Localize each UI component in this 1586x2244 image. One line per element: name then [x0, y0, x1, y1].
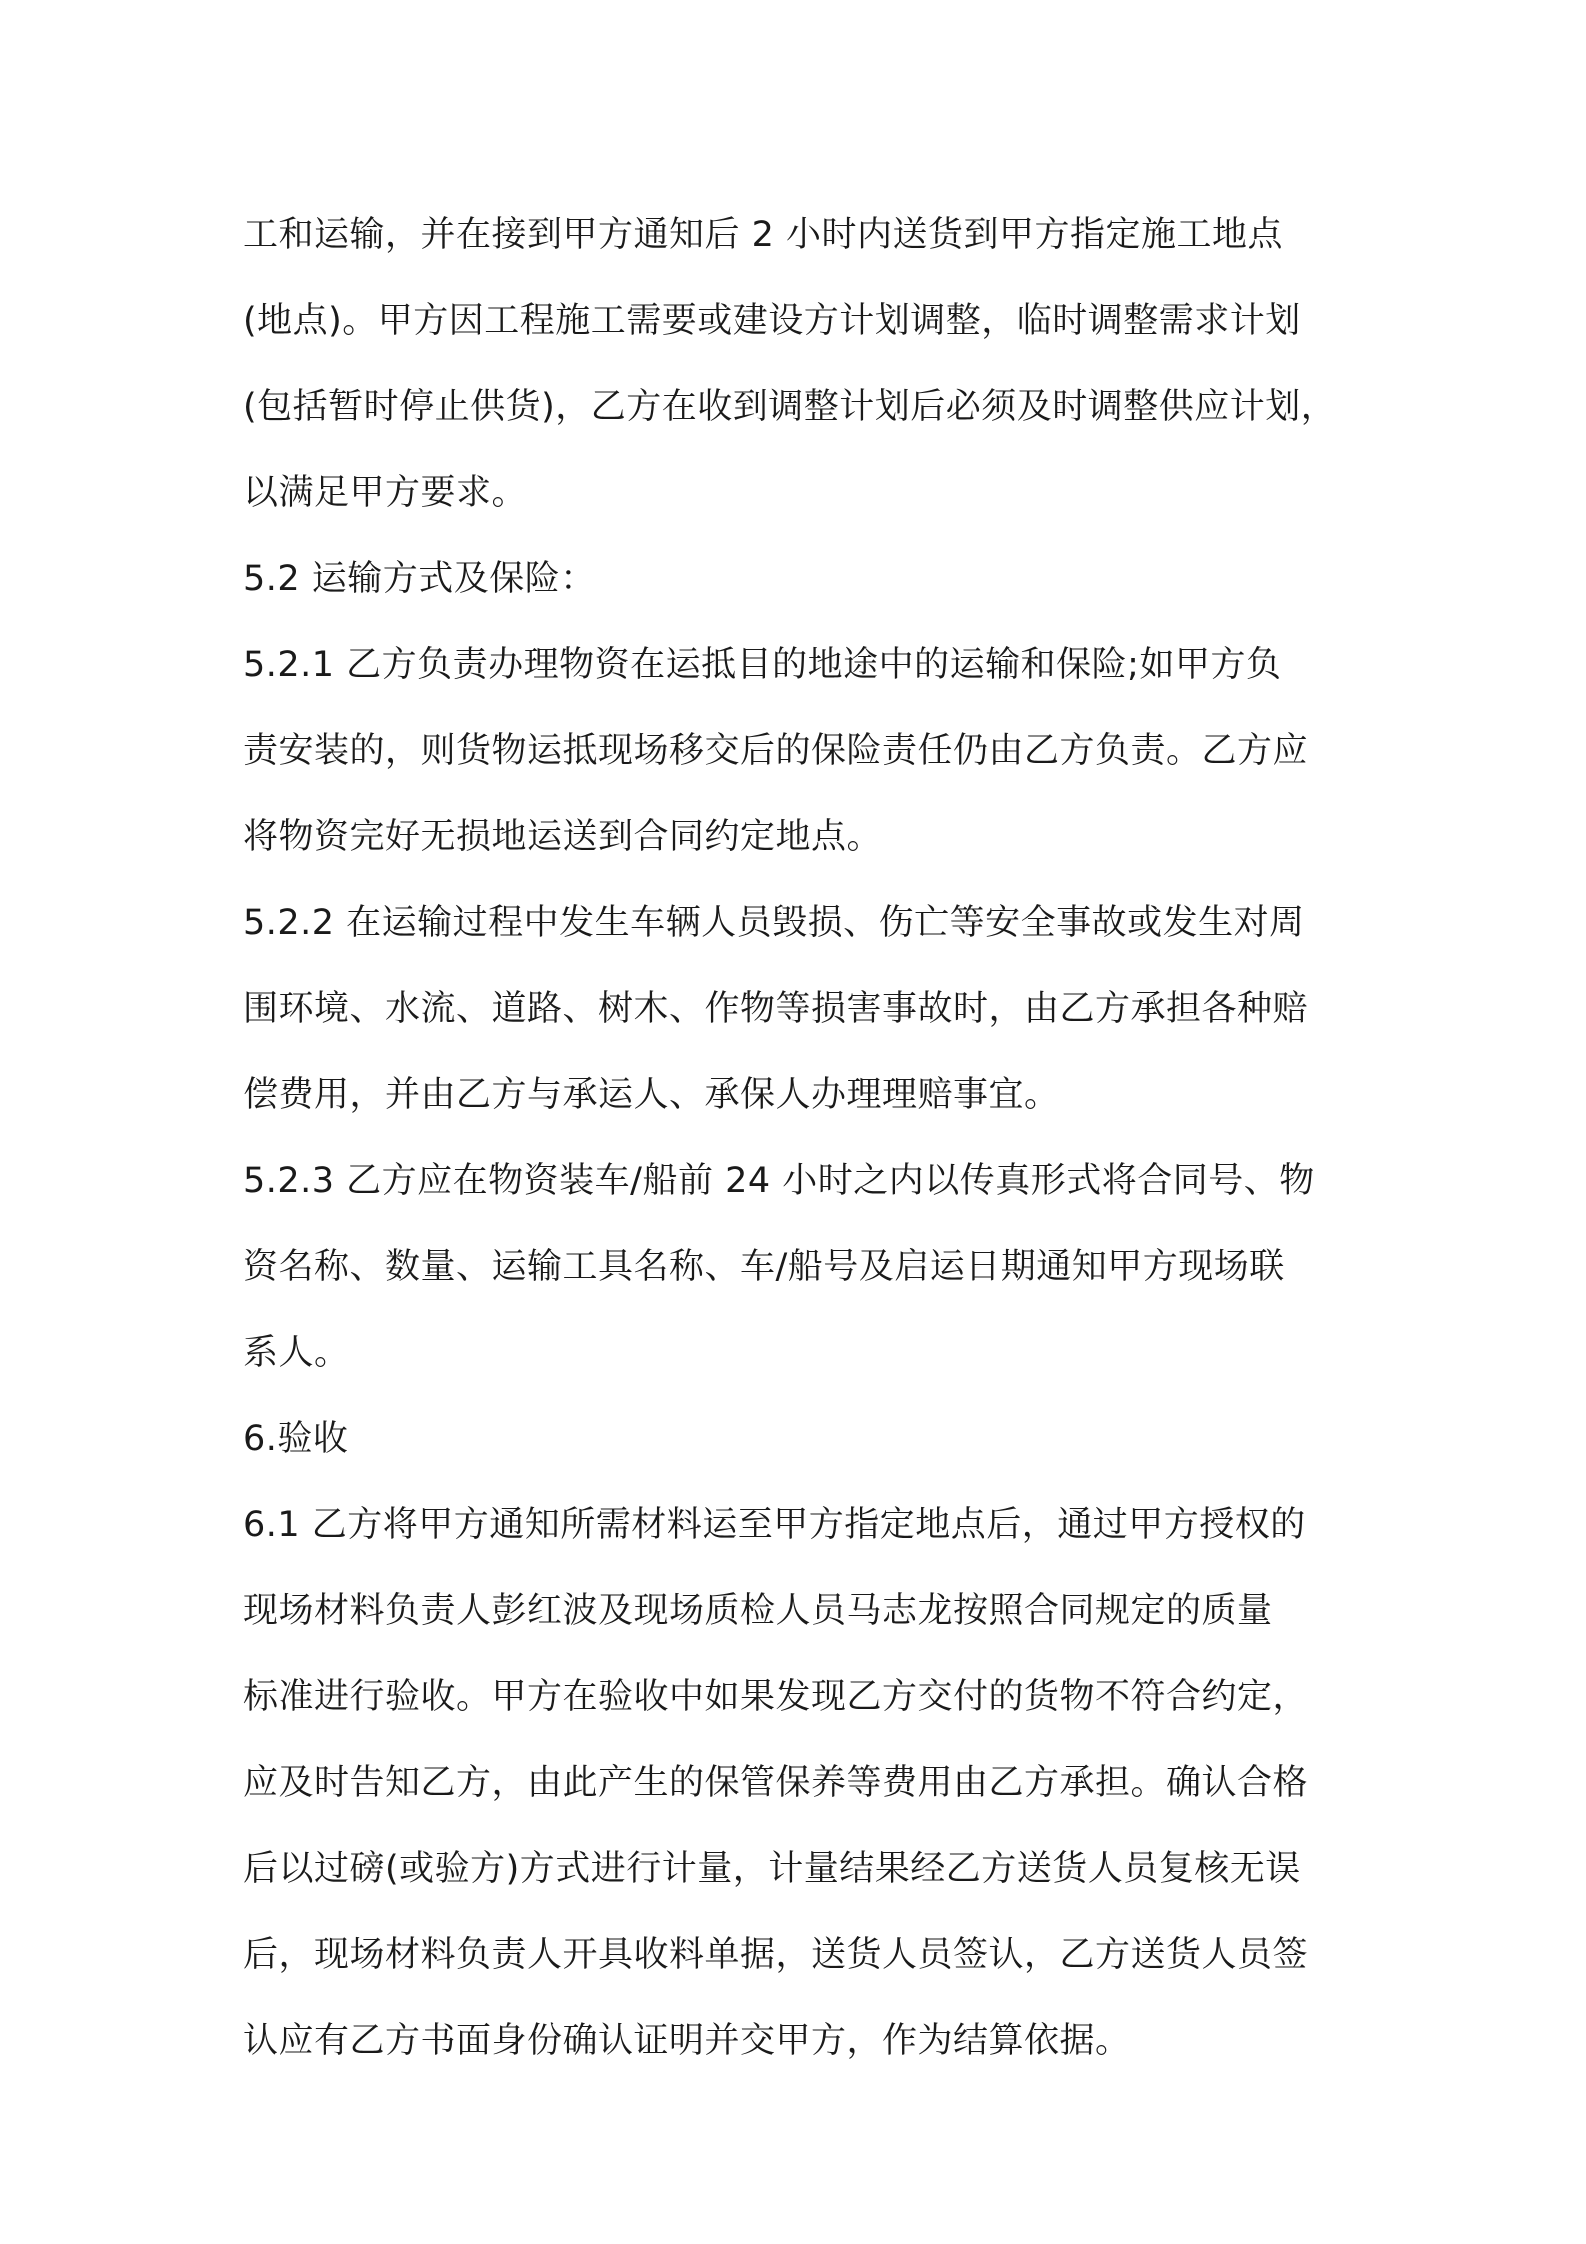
text-line: 5.2.2 在运输过程中发生车辆人员毁损、伤亡等安全事故或发生对周	[243, 903, 1305, 943]
text-line: (地点)。甲方因工程施工需要或建设方计划调整，临时调整需求计划	[243, 301, 1301, 341]
document-body	[243, 192, 1383, 2084]
text-line: 现场材料负责人彭红波及现场质检人员马志龙按照合同规定的质量	[243, 1591, 1273, 1631]
text-line: (包括暂时停止供货)，乙方在收到调整计划后必须及时调整供应计划，	[243, 387, 1337, 427]
text-line: 责安装的，则货物运抵现场移交后的保险责任仍由乙方负责。乙方应	[243, 731, 1309, 771]
text-line: 工和运输，并在接到甲方通知后 2 小时内送货到甲方指定施工地点	[243, 215, 1284, 255]
text-line: 6.1 乙方将甲方通知所需材料运至甲方指定地点后，通过甲方授权的	[243, 1505, 1306, 1545]
text-line: 资名称、数量、运输工具名称、车/船号及启运日期通知甲方现场联	[243, 1247, 1285, 1287]
section-heading: 6.验收	[243, 1419, 349, 1459]
text-line: 认应有乙方书面身份确认证明并交甲方，作为结算依据。	[243, 2021, 1131, 2061]
text-line: 后，现场材料负责人开具收料单据，送货人员签认，乙方送货人员签	[243, 1935, 1309, 1975]
text-line: 偿费用，并由乙方与承运人、承保人办理理赔事宜。	[243, 1075, 1060, 1115]
text-line: 5.2.3 乙方应在物资装车/船前 24 小时之内以传真形式将合同号、物	[243, 1161, 1315, 1201]
text-line: 应及时告知乙方，由此产生的保管保养等费用由乙方承担。确认合格	[243, 1763, 1309, 1803]
text-line: 围环境、水流、道路、树木、作物等损害事故时，由乙方承担各种赔	[243, 989, 1309, 1029]
section-heading: 5.2 运输方式及保险：	[243, 559, 596, 599]
text-line: 标准进行验收。甲方在验收中如果发现乙方交付的货物不符合约定，	[243, 1677, 1309, 1717]
text-line: 将物资完好无损地运送到合同约定地点。	[243, 817, 883, 857]
text-line: 系人。	[243, 1333, 350, 1373]
text-line: 后以过磅(或验方)方式进行计量，计量结果经乙方送货人员复核无误	[243, 1849, 1301, 1889]
text-line: 5.2.1 乙方负责办理物资在运抵目的地途中的运输和保险;如甲方负	[243, 645, 1282, 685]
text-line: 以满足甲方要求。	[243, 473, 528, 513]
